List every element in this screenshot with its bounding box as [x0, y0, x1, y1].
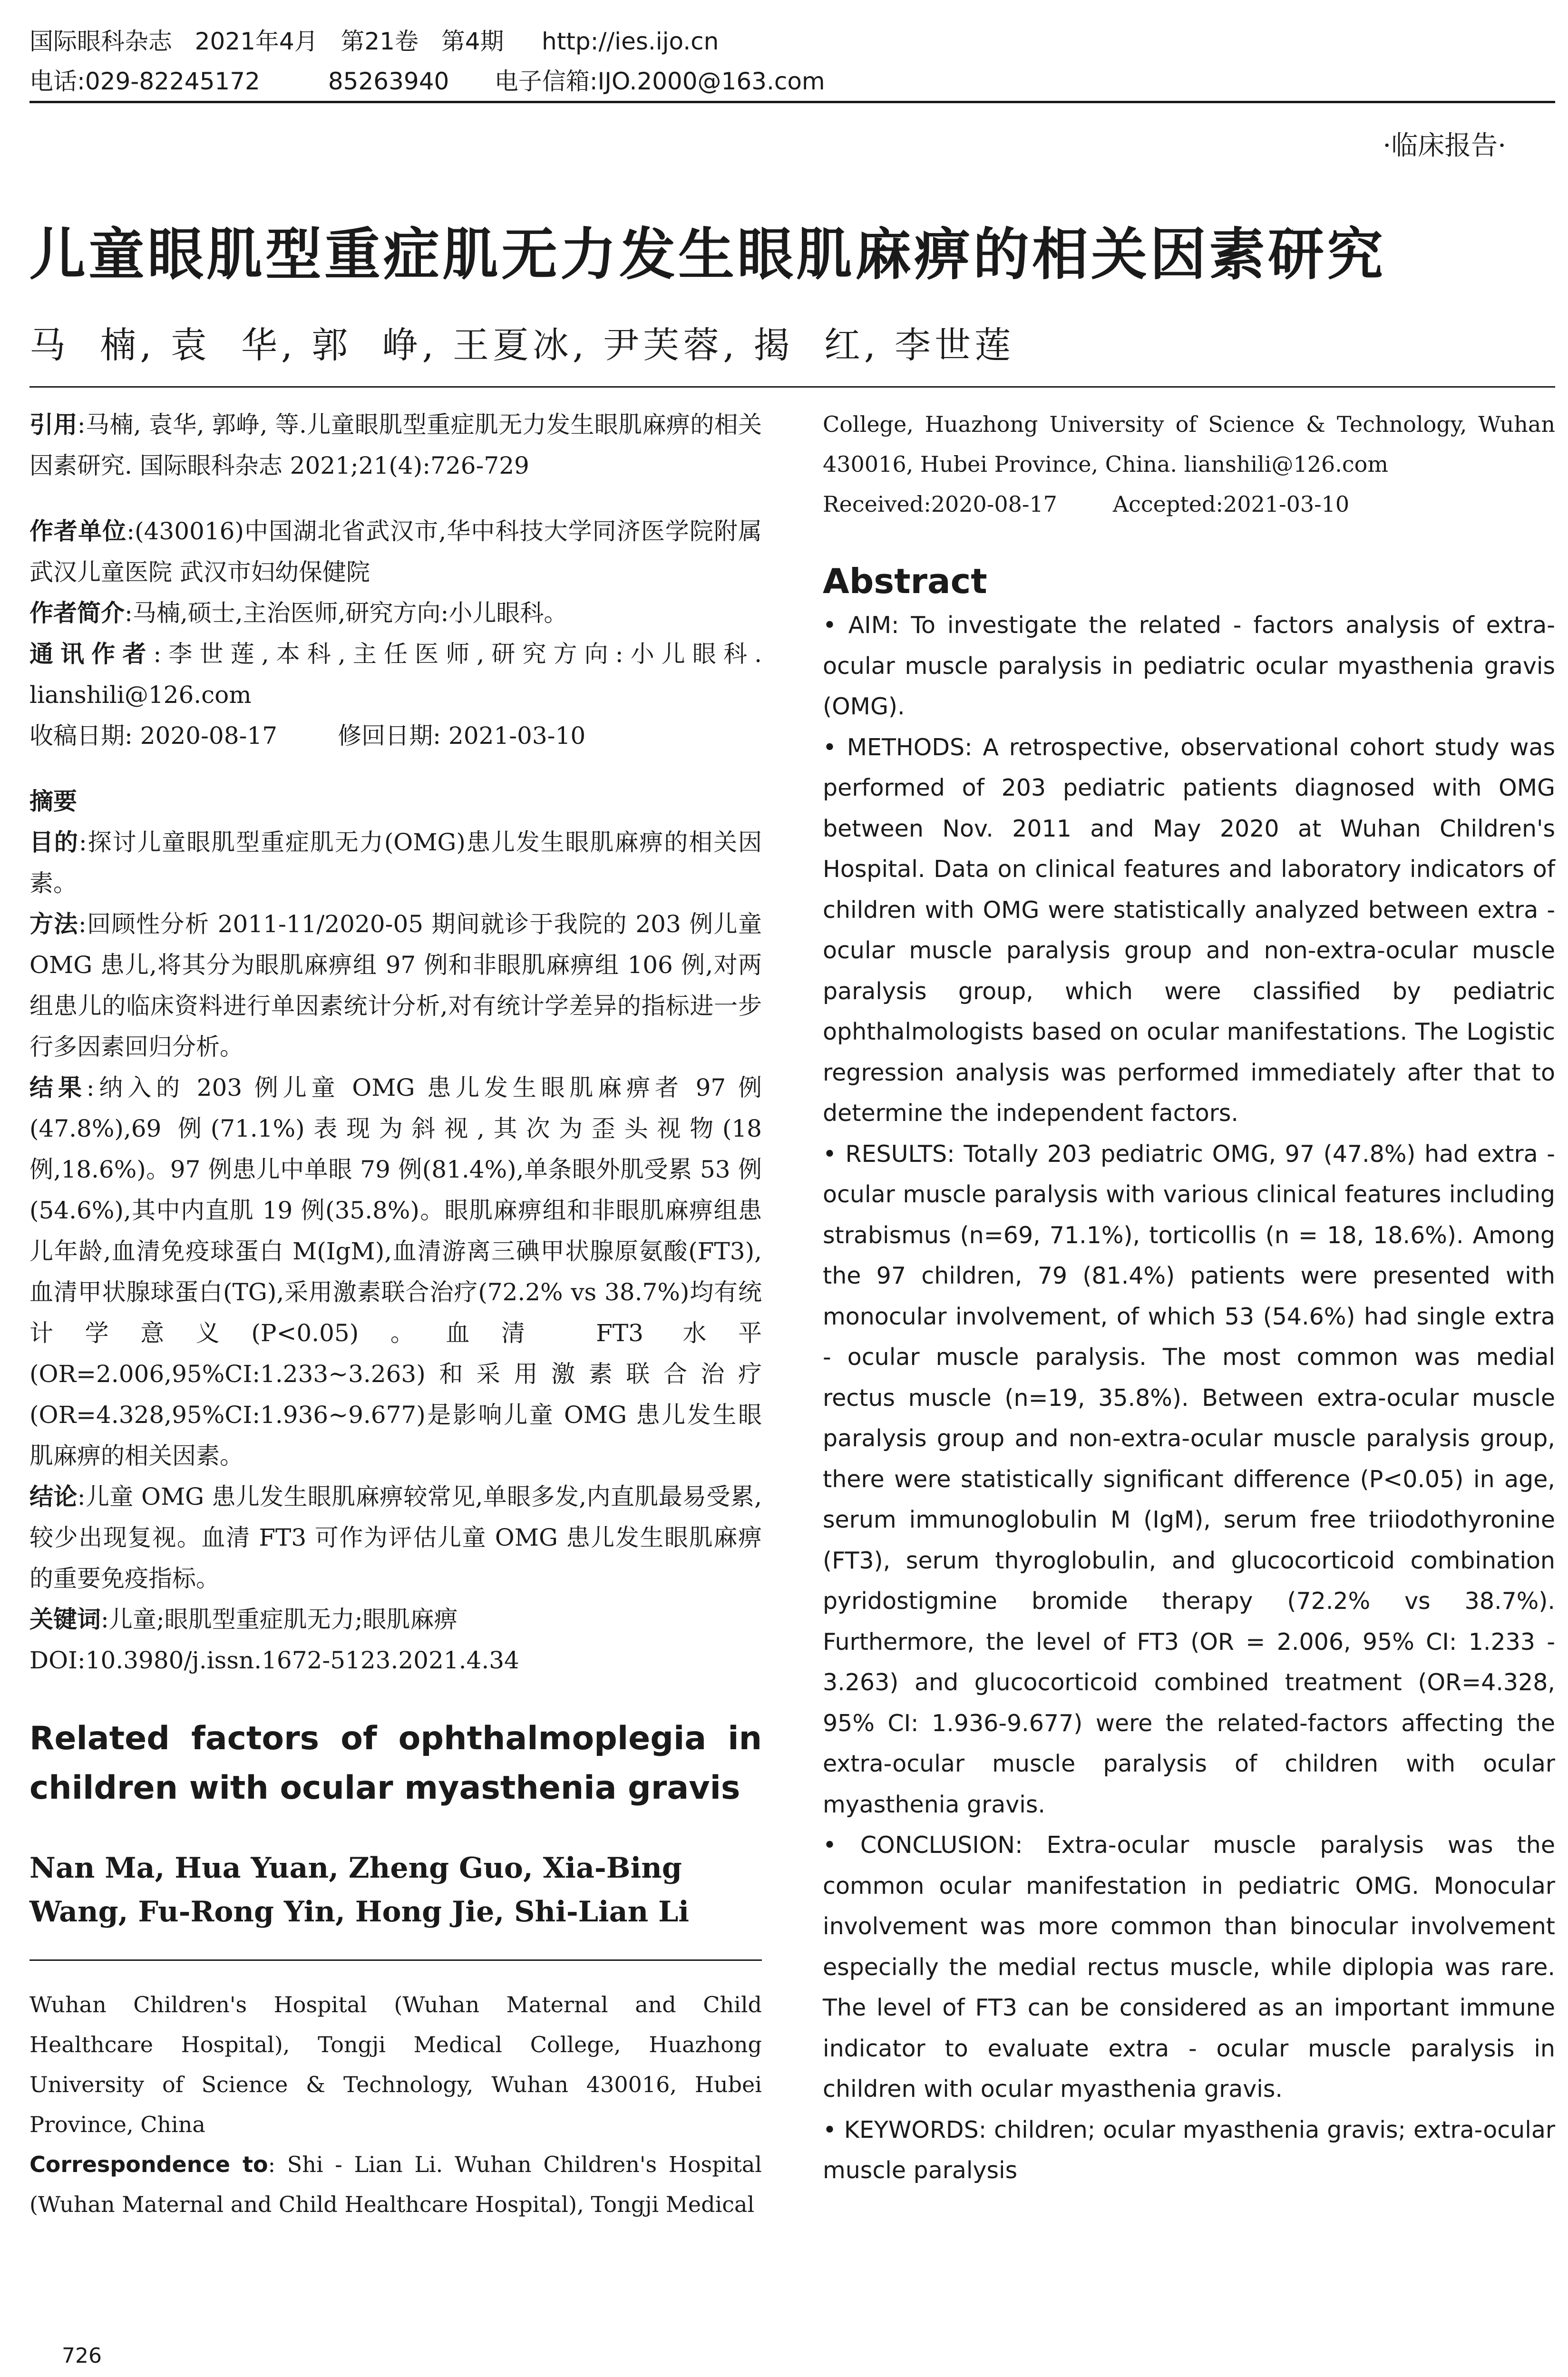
en-corr-text: : Shi - Lian Li. Wuhan Children's Hospital (Wuhan Maternal and Child Healthcare Hospital), Tongji Medical: [29, 2152, 762, 2217]
citation-text: :马楠, 袁华, 郭峥, 等.儿童眼肌型重症肌无力发生眼肌麻痹的相关因素研究. 国际眼科杂志 2021;21(4):726-729: [29, 411, 762, 479]
doi: DOI:10.3980/j.issn.1672-5123.2021.4.34: [29, 1646, 519, 1674]
abstract-methods-en: • METHODS: A retrospective, observational cohort study was performed of 203 pediatric patients diagnosed with OMG between Nov. 2011 and May 2020 at Wuhan Children's Hospital. Data on clinical features and laboratory indicators of children with OMG were statistically analyzed between extra - ocular muscle paralysis group and non-extra-ocular muscle paralysis group, which were classified by pediatric ophthalmologists based on ocular manifestations. The Logistic regression analysis was performed immediately after that to determine the independent factors.: [823, 733, 1555, 1127]
bio-label: 作者简介: [29, 599, 125, 627]
abstract-conclusion-en: • CONCLUSION: Extra-ocular muscle paralysis was the common ocular manifestation in pediatric OMG. Monocular involvement was more common than binocular involvement especially the medial rectus muscle, while diplopia was rare. The level of FT3 can be considered as an important immune indicator to evaluate extra - ocular muscle paralysis in children with ocular myasthenia gravis.: [823, 1831, 1555, 2103]
aim-label: 目的: [29, 828, 79, 856]
abstract-methods-cn: [29, 904, 762, 1067]
results-label: 结果: [29, 1074, 87, 1101]
methods-label: 方法: [29, 910, 78, 938]
paper-title: 儿童眼肌型重症肌无力发生眼肌麻痹的相关因素研究: [29, 222, 1386, 287]
title-rule: [29, 386, 1555, 388]
journal-header-line1: 国际眼科杂志 2021年4月 第21卷 第4期 http://ies.ijo.cn: [29, 28, 719, 55]
affiliation-label: 作者单位: [29, 517, 127, 545]
page-number: 726: [62, 2344, 102, 2368]
journal-header-line2: 电话:029-82245172 85263940 电子信箱:IJO.2000@163.com: [29, 68, 825, 95]
corr-text: :李世莲,本科,主任医师,研究方向:小儿眼科. lianshili@126.com: [29, 640, 762, 709]
keywords-cn: [29, 1599, 762, 1640]
corr-label: 通讯作者: [29, 640, 154, 668]
bio-text: :马楠,硕士,主治医师,研究方向:小儿眼科。: [125, 599, 568, 627]
right-column: [823, 404, 1555, 2191]
english-authors: Nan Ma, Hua Yuan, Zheng Guo, Xia-Bing Wang, Fu-Rong Yin, Hong Jie, Shi-Lian Li: [29, 1851, 690, 1929]
abstract-aim-en: • AIM: To investigate the related - factors analysis of extra-ocular muscle paralysis in pediatric ocular myasthenia gravis (OMG).: [823, 612, 1555, 720]
conclusion-text: :儿童 OMG 患儿发生眼肌麻痹较常见,单眼多发,内直肌最易受累,较少出现复视。血清 FT3 可作为评估儿童 OMG 患儿发生眼肌麻痹的重要免疫指标。: [29, 1483, 762, 1592]
affiliation: [29, 511, 762, 593]
abstract-results-en: • RESULTS: Totally 203 pediatric OMG, 97 (47.8%) had extra - ocular muscle paralysis with various clinical features including strabismus (n=69, 71.1%), torticollis (n = 18, 18.6%). Among the 97 children, 79 (81.4%) patients were presented with monocular involvement, of which 53 (54.6%) had single extra - ocular muscle paralysis. The most common was medial rectus muscle (n=19, 35.8%). Between extra-ocular muscle paralysis group and non-extra-ocular muscle paralysis group, there were statistically significant difference (P<0.05) in age, serum immunoglobulin M (IgM), serum free triiodothyronine (FT3), serum thyroglobulin, and glucocorticoid combination pyridostigmine bromide therapy (72.2% vs 38.7%). Furthermore, the level of FT3 (OR = 2.006, 95% CI: 1.233 - 3.263) and glucocorticoid combined treatment (OR=4.328, 95% CI: 1.936-9.677) were the related-factors affecting the extra-ocular muscle paralysis of children with ocular myasthenia gravis.: [823, 1140, 1555, 1818]
english-correspondence-cont: College, Huazhong University of Science & Technology, Wuhan 430016, Hubei Province, China. lianshili@126.com: [823, 411, 1555, 477]
keywords-text: :儿童;眼肌型重症肌无力;眼肌麻痹: [101, 1606, 458, 1633]
author-bio: [29, 593, 762, 633]
left-column: [29, 404, 762, 2224]
en-corr-label: Correspondence to: [29, 2152, 268, 2177]
english-title: Related factors of ophthalmoplegia in children with ocular myasthenia gravis: [29, 1720, 762, 1807]
abstract-heading-en: Abstract: [823, 561, 987, 601]
received-dates-cn: 收稿日期: 2020-08-17 修回日期: 2021-03-10: [29, 722, 586, 750]
methods-text: :回顾性分析 2011-11/2020-05 期间就诊于我院的 203 例儿童 OMG 患儿,将其分为眼肌麻痹组 97 例和非眼肌麻痹组 106 例,对两组患儿的临床资料进行单因素统计分析,对有统计学差异的指标进一步行多因素回归分析。: [29, 910, 762, 1061]
results-text: :纳入的 203 例儿童 OMG 患儿发生眼肌麻痹者 97 例(47.8%),69 例(71.1%)表现为斜视,其次为歪头视物(18 例,18.6%)。97 例患儿中单眼 79 例(81.4%),单条眼外肌受累 53 例(54.6%),其中内直肌 19 例(35.8%)。眼肌麻痹组和非眼肌麻痹组患儿年龄,血清免疫球蛋白 M(IgM),血清游离三碘甲状腺原氨酸(FT3),血清甲状腺球蛋白(TG),采用激素联合治疗(72.2% vs 38.7%)均有统计学意义(P<0.05)。血清 FT3 水平(OR=2.006,95%CI:1.233~3.263)和采用激素联合治疗(OR=4.328,95%CI:1.936~9.677)是影响儿童 OMG 患儿发生眼肌麻痹的相关因素。: [29, 1074, 762, 1470]
corresponding-author: [29, 633, 762, 715]
author-list: 马 楠, 袁 华, 郭 峥, 王夏冰, 尹芙蓉, 揭 红, 李世莲: [29, 324, 1015, 366]
abstract-results-cn: [29, 1067, 762, 1476]
conclusion-label: 结论: [29, 1483, 78, 1510]
citation: [29, 404, 762, 486]
keywords-label: 关键词: [29, 1606, 101, 1633]
affiliation-text: :(430016)中国湖北省武汉市,华中科技大学同济医学院附属武汉儿童医院 武汉市妇幼保健院: [29, 517, 762, 586]
english-affiliation: Wuhan Children's Hospital (Wuhan Maternal and Child Healthcare Hospital), Tongji Medical College, Huazhong University of Science & Technology, Wuhan 430016, Hubei Province, China: [29, 1992, 762, 2137]
aim-text: :探讨儿童眼肌型重症肌无力(OMG)患儿发生眼肌麻痹的相关因素。: [29, 828, 762, 897]
abstract-heading-cn: 摘要: [29, 788, 77, 815]
received-dates-en: Received:2020-08-17 Accepted:2021-03-10: [823, 491, 1350, 517]
section-tag: ·临床报告·: [1383, 130, 1506, 161]
abstract-conclusion-cn: [29, 1476, 762, 1599]
citation-label: 引用: [29, 411, 78, 438]
header-rule: [29, 101, 1555, 103]
abstract-aim-cn: [29, 822, 762, 904]
english-correspondence: [29, 2144, 762, 2224]
affiliation-rule: [29, 1959, 762, 1961]
keywords-en: • KEYWORDS: children; ocular myasthenia gravis; extra-ocular muscle paralysis: [823, 2116, 1555, 2184]
